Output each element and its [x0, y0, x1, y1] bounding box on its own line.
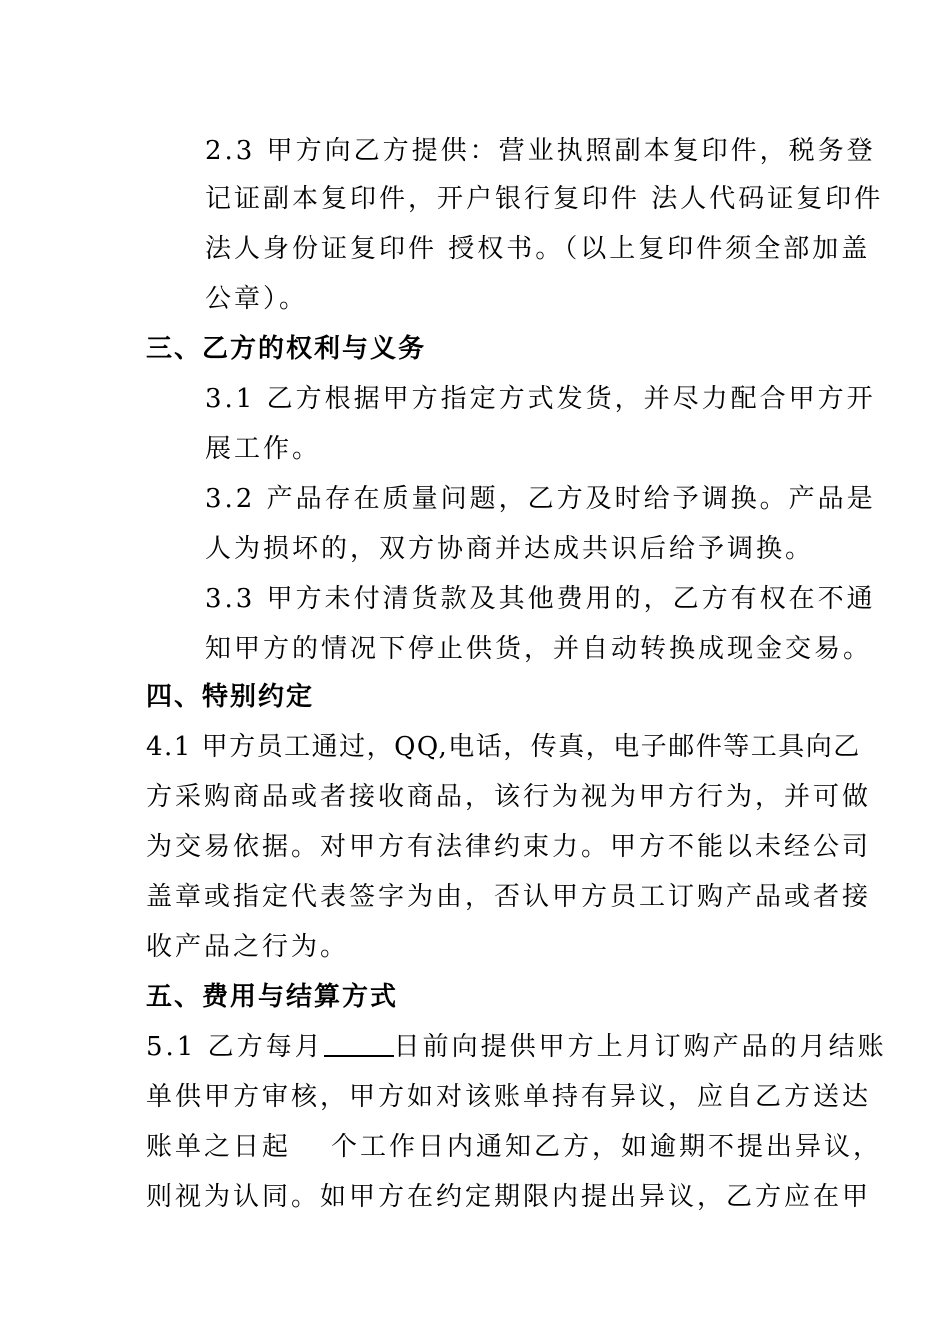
clause-2-3-line-4: 公章）。: [205, 284, 309, 314]
clause-5-1-line-3-start: 账单之日起: [146, 1132, 292, 1162]
clause-4-1-line-3: 为交易依据。对甲方有法律约束力。甲方不能以未经公司: [146, 832, 872, 862]
section-3-heading: 三、乙方的权利与义务: [146, 334, 427, 364]
clause-4-1-line-5: 收产品之行为。: [146, 932, 350, 962]
clause-5-1-line-3: [146, 1131, 882, 1163]
clause-3-3-line-1: 3.3 甲方未付清货款及其他费用的，乙方有权在不通: [205, 584, 876, 614]
clause-5-1-line-1-end: 日前向提供甲方上月订购产品的月结账: [393, 1032, 887, 1062]
clause-5-1-line-1-start: 5.1 乙方每月: [146, 1032, 324, 1062]
clause-5-1-line-2: 单供甲方审核，甲方如对该账单持有异议，应自乙方送达: [146, 1082, 872, 1112]
clause-3-2-line-2: 人为损坏的，双方协商并达成共识后给予调换。: [205, 534, 815, 564]
clause-4-1-line-4: 盖章或指定代表签字为由，否认甲方员工订购产品或者接: [146, 882, 872, 912]
clause-3-1-line-2: 展工作。: [205, 434, 322, 464]
clause-5-1-line-1: [146, 1031, 887, 1063]
clause-2-3-line-3: 法人身份证复印件 授权书。（以上复印件须全部加盖: [205, 234, 871, 264]
clause-4-1-line-2: 方采购商品或者接收商品，该行为视为甲方行为，并可做: [146, 782, 872, 812]
clause-4-1-line-1: 4.1 甲方员工通过，QQ,电话，传真，电子邮件等工具向乙: [146, 732, 861, 762]
clause-3-1-line-1: 3.1 乙方根据甲方指定方式发货，并尽力配合甲方开: [205, 384, 876, 414]
section-4-heading: 四、特别约定: [146, 682, 315, 712]
clause-3-3-line-2: 知甲方的情况下停止供货，并自动转换成现金交易。: [205, 634, 873, 664]
clause-2-3-line-2: 记证副本复印件，开户银行复印件 法人代码证复印件: [205, 184, 884, 214]
fill-in-blank-day: [324, 1031, 394, 1057]
section-5-heading: 五、费用与结算方式: [146, 982, 399, 1012]
clause-3-2-line-1: 3.2 产品存在质量问题，乙方及时给予调换。产品是: [205, 484, 876, 514]
clause-2-3-line-1: 2.3 甲方向乙方提供：营业执照副本复印件，税务登: [205, 136, 876, 166]
clause-5-1-line-3-end: 个工作日内通知乙方，如逾期不提出异议，: [331, 1132, 883, 1162]
clause-5-1-line-4: 则视为认同。如甲方在约定期限内提出异议，乙方应在甲: [146, 1182, 872, 1212]
